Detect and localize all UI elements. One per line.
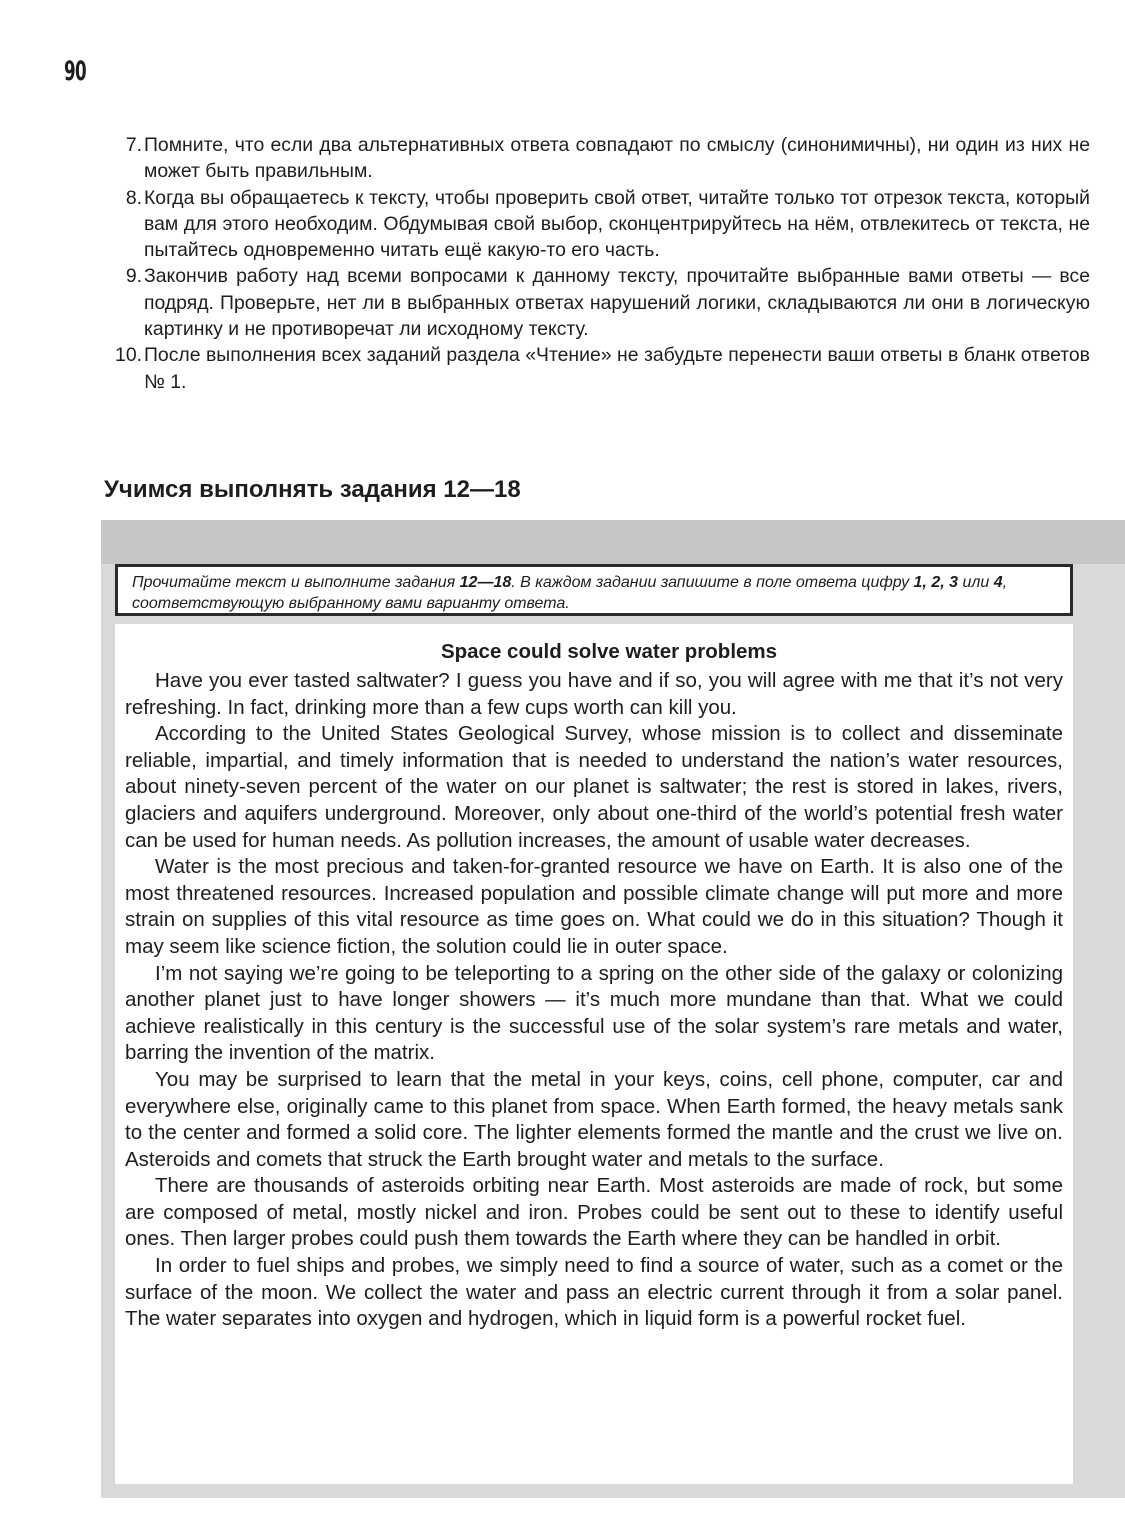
section-heading: Учимся выполнять задания 12—18: [104, 476, 521, 503]
article-paragraph: Have you ever tasted saltwater? I guess you have and if so, you will agree with me that it’s not very refreshing. In fact, drinking more than a few cups worth can kill you.: [125, 669, 1063, 719]
list-item-text: Закончив работу над всеми вопросами к данному тексту, прочитайте выбранные вами ответы — все подряд. Проверьте, нет ли в выбранных ответах нарушений логики, складываются ли они в логическую картинку и не противоречат ли исходному тексту.: [144, 265, 1090, 341]
list-item-text: Когда вы обращаетесь к тексту, чтобы проверить свой ответ, читайте только тот отрезок текста, который вам для этого необходим. Обдумывая свой выбор, сконцентрируйтесь на нём, отвлекитесь от текста, не пытайтесь одновременно читать ещё какую-то его часть.: [144, 186, 1090, 262]
article-paragraph: Water is the most precious and taken-for-granted resource we have on Earth. It is also one of the most threatened resources. Increased population and possible climate change will put more and more strain on supplies of this vital resource as time goes on. What could we do in this situation? Though it may seem like science fiction, the solution could lie in outer space.: [125, 855, 1063, 958]
list-item-number: 8.: [125, 186, 142, 209]
exam-tips-list: [100, 132, 1090, 395]
list-item-number: 10.: [115, 344, 142, 367]
task-instruction-box: [115, 564, 1073, 616]
page-number: 90: [64, 56, 87, 87]
instruction-text: или: [958, 574, 994, 591]
list-item-text: Помните, что если два альтернативных ответа совпадают по смыслу (синонимичны), ни один из них не может быть правильным.: [144, 134, 1090, 183]
list-item-number: 7.: [125, 134, 142, 156]
instruction-text: Прочитайте текст и выполните задания: [132, 574, 460, 591]
panel-header-strip: [101, 520, 1125, 564]
article-paragraph: You may be surprised to learn that the metal in your keys, coins, cell phone, computer, car and everywhere else, originally came to this planet from space. When Earth formed, the heavy metals sank to the center and formed a solid core. The lighter elements formed the mantle and the crust we live on. Asteroids and comets that struck the Earth brought water and metals to the surface.: [125, 1067, 1063, 1171]
instruction-task-range: 12—18: [459, 574, 512, 591]
list-item-number: 9.: [125, 265, 142, 288]
list-item: [100, 132, 1090, 185]
article-paragraph: According to the United States Geological Survey, whose mission is to collect and disseminate reliable, impartial, and timely information that is needed to understand the nation’s water resources, about ninety-seven percent of the water on our planet is saltwater; the rest is stored in lakes, rivers, glaciers and aquifers underground. Moreover, only about one-third of the world’s potential fresh water can be used for human needs. As pollution increases, the amount of usable water decreases.: [125, 722, 1063, 852]
instruction-text: , соответствующую выбранному вами варианту ответа.: [132, 574, 1008, 612]
list-item: [100, 342, 1090, 395]
article-title: Space could solve water problems: [440, 640, 778, 663]
instruction-last-option: 4: [993, 574, 1003, 591]
article-area: [115, 624, 1073, 1484]
article-paragraph: I’m not saying we’re going to be teleporting to a spring on the other side of the galaxy or colonizing another planet just to have longer showers — it’s much more mundane than that. What we could achieve realistically in this century is the successful use of the solar system’s rare metals and water, barring the invention of the matrix.: [125, 961, 1063, 1065]
list-item: [100, 263, 1090, 342]
instruction-options: 1, 2, 3: [913, 574, 959, 591]
list-item-text: После выполнения всех заданий раздела «Чтение» не забудьте перенести ваши ответы в бланк ответов № 1.: [144, 344, 1090, 393]
article-body: [125, 668, 1063, 1333]
article-paragraph: There are thousands of asteroids orbiting near Earth. Most asteroids are made of rock, but some are composed of metal, mostly nickel and iron. Probes could be sent out to these to identify useful ones. Then larger probes could push them towards the Earth where they can be handled in orbit.: [125, 1174, 1063, 1251]
article-paragraph: In order to fuel ships and probes, we simply need to find a source of water, such as a comet or the surface of the moon. We collect the water and pass an electric current through it from a solar panel. The water separates into oxygen and hydrogen, which in liquid form is a powerful rocket fuel.: [125, 1254, 1063, 1331]
list-item: [100, 185, 1090, 264]
instruction-text: . В каждом задании запишите в поле ответа цифру: [511, 574, 914, 591]
reading-task-panel: [101, 520, 1125, 1498]
